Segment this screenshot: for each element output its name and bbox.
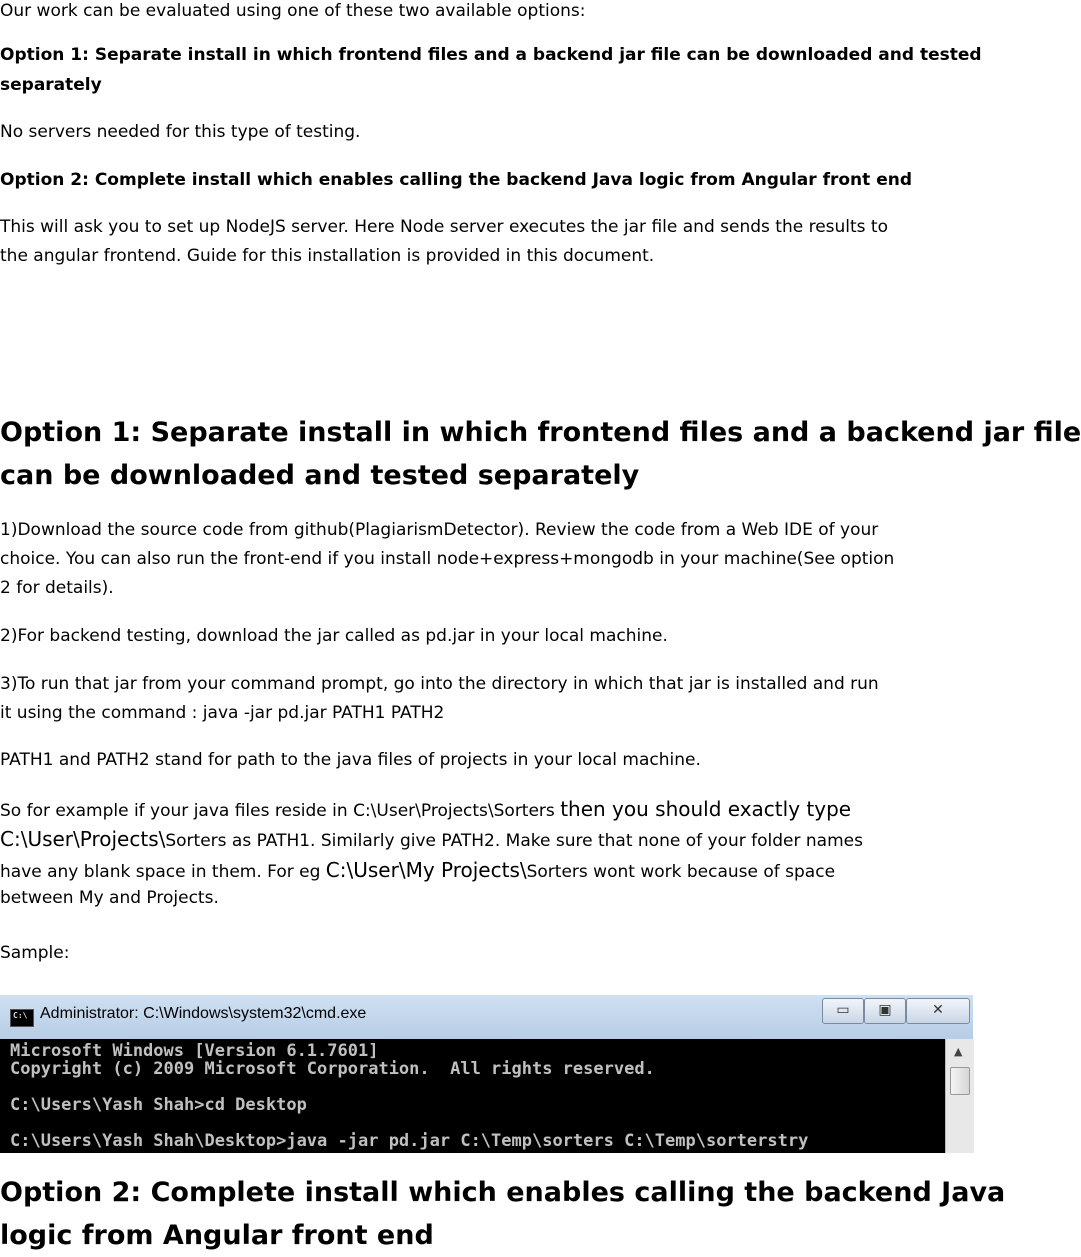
- example-text: Sorters wont work because of space: [526, 862, 836, 882]
- scroll-up-arrow-icon[interactable]: ▲: [954, 1045, 963, 1058]
- option1-summary-title: Option 1: Separate install in which frontend files and a backend jar file can be downloaded and tested: [0, 45, 982, 65]
- cmd-console: [0, 1039, 945, 1153]
- console-line: C:\Users\Yash Shah\Desktop>java -jar pd.jar C:\Temp\sorters C:\Temp\sorterstry: [10, 1131, 809, 1151]
- console-line: Microsoft Windows [Version 6.1.7601]: [10, 1041, 379, 1061]
- example-line-4: between My and Projects.: [0, 888, 219, 908]
- console-line: C:\Users\Yash Shah>cd Desktop: [10, 1095, 307, 1115]
- cmd-window-screenshot: [0, 995, 973, 1153]
- paths-explanation: PATH1 and PATH2 stand for path to the java files of projects in your local machine.: [0, 750, 701, 770]
- cmd-titlebar: [0, 995, 973, 1039]
- step1-text-end: 2 for details).: [0, 578, 114, 598]
- example-text: have any blank space in them. For eg: [0, 862, 326, 882]
- maximize-button[interactable]: ▣: [864, 998, 906, 1024]
- section2-heading: Option 2: Complete install which enables calling the backend Java: [0, 1177, 1006, 1208]
- option2-summary-title: Option 2: Complete install which enables calling the backend Java logic from Angular front end: [0, 170, 912, 190]
- sample-label: Sample:: [0, 943, 70, 963]
- option1-summary-desc: No servers needed for this type of testing.: [0, 122, 361, 142]
- cmd-icon: C:\: [10, 1009, 34, 1027]
- example-path: C:\User\Projects\: [0, 827, 166, 851]
- option1-summary-title-cont: separately: [0, 75, 102, 95]
- cmd-scrollbar[interactable]: [945, 1039, 974, 1153]
- console-line: Copyright (c) 2009 Microsoft Corporation. All rights reserved.: [10, 1059, 655, 1079]
- step3-text: 3)To run that jar from your command prompt, go into the directory in which that jar is installed and run: [0, 674, 879, 694]
- intro-text: Our work can be evaluated using one of these two available options:: [0, 1, 586, 21]
- example-line-2: [0, 825, 863, 856]
- scroll-thumb[interactable]: [950, 1067, 970, 1095]
- section2-heading-cont: logic from Angular front end: [0, 1220, 434, 1251]
- example-text: Sorters as PATH1. Similarly give PATH2. Make sure that none of your folder names: [165, 831, 863, 851]
- example-line-3: [0, 856, 835, 887]
- step1-text: 1)Download the source code from github(PlagiarismDetector). Review the code from a Web IDE of your: [0, 520, 879, 540]
- section1-heading-cont: can be downloaded and tested separately: [0, 460, 640, 491]
- example-bad-path: C:\User\My Projects\: [325, 858, 527, 882]
- step1-text-cont: choice. You can also run the front-end if you install node+express+mongodb in your machine(See option: [0, 549, 895, 569]
- minimize-button[interactable]: ▭: [822, 998, 864, 1024]
- step2-text: 2)For backend testing, download the jar called as pd.jar in your local machine.: [0, 626, 668, 646]
- close-button[interactable]: ✕: [906, 998, 970, 1024]
- example-text: So for example if your java files reside in C:\User\Projects\Sorters: [0, 801, 561, 821]
- option2-summary-desc-cont: the angular frontend. Guide for this installation is provided in this document.: [0, 246, 655, 266]
- option2-summary-desc: This will ask you to set up NodeJS server. Here Node server executes the jar file and sends the results to: [0, 217, 889, 237]
- example-line: [0, 795, 851, 826]
- section1-heading: Option 1: Separate install in which frontend files and a backend jar file: [0, 417, 1081, 448]
- cmd-title: Administrator: C:\Windows\system32\cmd.exe: [40, 1005, 367, 1022]
- step3-command: it using the command : java -jar pd.jar PATH1 PATH2: [0, 703, 445, 723]
- example-text-large: then you should exactly type: [560, 797, 852, 821]
